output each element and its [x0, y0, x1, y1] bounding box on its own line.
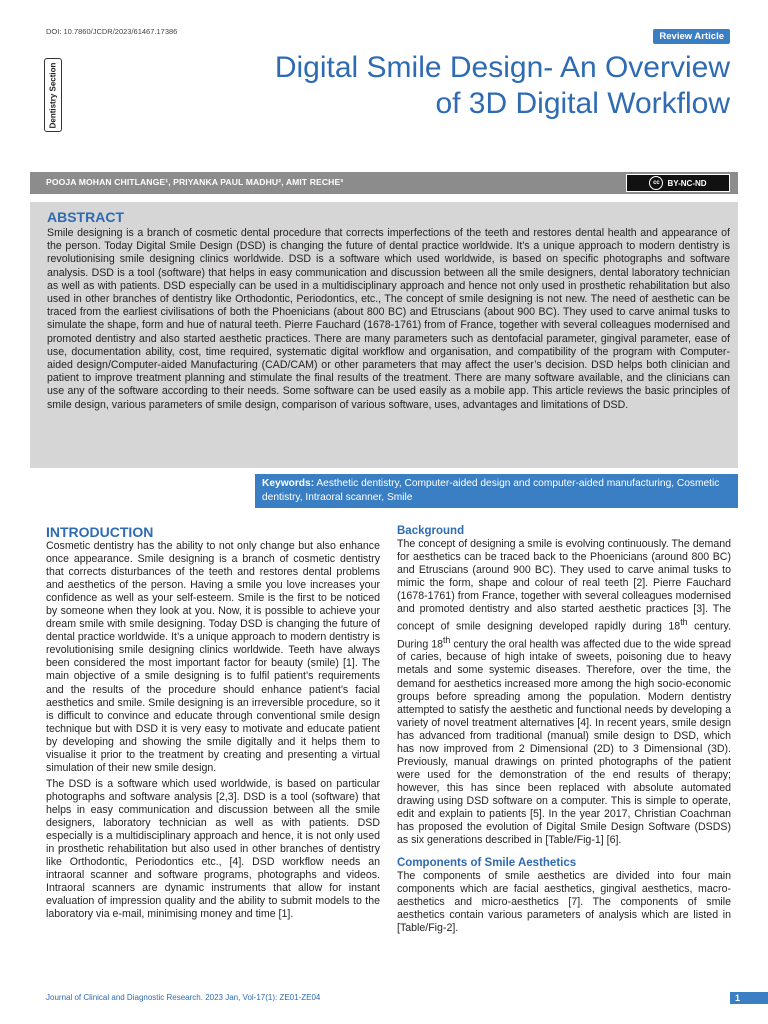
- cc-icon: cc: [649, 176, 663, 190]
- superscript-th: th: [680, 617, 688, 628]
- section-tab: [44, 58, 62, 132]
- background-heading: Background: [397, 525, 465, 537]
- introduction-heading: INTRODUCTION: [46, 524, 154, 540]
- keywords-text: [262, 477, 732, 505]
- components-paragraph: The components of smile aesthetics are divided into four main components which are facial aesthetics, gingival aesthetics, macro-aesthetics and micro-aesthetics [7]. The components of smile aesthetics contain various parameters of analysis which are listed in [Table/Fig-2].: [397, 870, 731, 935]
- components-heading: Components of Smile Aesthetics: [397, 857, 577, 870]
- keywords-label: Keywords:: [262, 478, 315, 489]
- doi-line: DOI: 10.7860/JCDR/2023/61467.17386: [46, 27, 178, 36]
- page-number: 1: [730, 992, 768, 1004]
- journal-footer: Journal of Clinical and Diagnostic Research. 2023 Jan, Vol-17(1): ZE01-ZE04: [46, 993, 321, 1002]
- introduction-paragraph-2: The DSD is a software which used worldwide, is based on particular photographs and software analysis [2,3]. DSD is a tool (software) that helps in easy communication and discussion between all the smile designers, laboratory technician as well as with patients. DSD especially is a multidisciplinary approach and hence, it is not only used in prosthetic rehabilitation but also used in other branches of dentistry like Orthodontic, Periodontics etc., [4]. DSD workflow needs an intraoral scanner and software programs, photographs and videos. Intraoral scanners are dynamic instruments that allow for instant evaluation of impression quality and the ability to submit models to the laboratory via e-mail, minimising money and time [1].: [46, 777, 380, 921]
- license-label: BY-NC-ND: [667, 178, 707, 188]
- keywords-box: [255, 474, 738, 508]
- title-line-2: of 3D Digital Workflow: [435, 87, 730, 120]
- abstract-text: Smile designing is a branch of cosmetic dental procedure that corrects imperfections of the teeth and restores dental health and appearance of the person. Today Digital Smile Design (DSD) is changing the future of dental practice worldwide. It’s a unique approach to modern dentistry is revolutionising smile designing clinics worldwide. DSD is a software which used worldwide, is based on specific photographs and software analysis. DSD is a tool (software) that helps in easy communication and discussion between all the smile designers, dental laboratory technician as well as with patients. DSD especially can be used in a multidisciplinary approach and hence not only used in prosthetic rehabilitation but also used in other branches of dentistry like Orthodontic, Periodontics, etc., The concept of smile designing is not new. The need of aesthetic can be traced from the earliest civilisations of both the Phoenicians (about 800 BC) and Etruscians (about 900 BC). They used to carve animal tusks to simulate the shape, form and hue of natural teeth. Pierre Fauchard (1678-1761) from of France, together with several colleagues modernised and promoted dentistry and also started aesthetic practices. There are many parameters such as dentofacial parameter, gingival parameter, ease of use, documentation ability, cost, time required, systematic digital workflow and organisation, and compatibility of the program with Computer-aided design/Computer-aided Manufacturing (CAD/CAM) or other parameters that may affect the user’s decision. DSD helps both clinician and patient to improve treatment planning and stimulate the final results of the treatment. There are many software available, and the clinicians can use any of the software according to their needs. Some software can be used easily as a mobile app. This article reviews the basic principles of smile design, various parameters of smile design, comparison of various software, uses, advantages and limitations of DSD.: [47, 227, 730, 411]
- background-text-a: The concept of designing a smile is evolving continuously. The demand for aesthetics can be traced back to the Phoenicians (around 800 BC) and Etruscians (around 900 BC). They used to carve animal tusks to mimic the form, shape and colour of real teeth [2]. Pierre Fauchard (1678-1761) from France, together with several colleagues modernised and promoted dentistry and also started aesthetic practices [3]. The concept of smile designing developed rapidly during 18: [397, 538, 731, 633]
- superscript-th: th: [442, 634, 451, 645]
- introduction-paragraph-1: Cosmetic dentistry has the ability to not only change but also enhance once appearance. Smile designing is a branch of cosmetic dentistry that corrects disturbances of the teeth and restores dental problems and aesthetics of the person. Having a smile you love increases your confidence as well as your self-esteem. Smile is the first to be noticed by someone when they look at you. Now, it is possible to achieve your dream smile with smile designing. Today DSD is changing the future of dental practice worldwide. It’s a unique approach to modern dentistry is revolutionising smile designing clinics worldwide. Teeth have always been considered the most important factor for beauty (smile) [1]. The main objective of a smile designing is to fulfil patient’s requirements and the results of the procedure should enhance patient’s facial aesthetics and smile. Smile designing is an irreversible procedure, so it is difficult to convince and educate through conventional smile design technique but with DSD it is very easy to motivate and educate patient by developing and showing the smile digitally and it helps them to visualise it prior to the treatment by creating and presenting a virtual simulation of their new smile design.: [46, 540, 380, 774]
- left-column: [46, 524, 380, 921]
- article-type-badge: Review Article: [653, 29, 730, 44]
- background-paragraph: [397, 538, 731, 847]
- background-text-c: century the oral health was affected due to the wide spread of caries, because of high intake of sweets, poisoning due to heavy metals and some systemic diseases. Therefore, over the time, the demand for aesthetics increased more among the high socio-economic groups before spreading among the population. Modern dentistry attempted to satisfy the aesthetic and functional needs by developing a variety of novel treatment alternatives [4]. In recent years, smile design has advanced from traditional (manual) smile design to DSD, which has now improved from 2 Dimensional (2D) to 3 Dimensional (3D). Previously, manual drawings on printed photographs of the patient were used for the demonstration of the end results of therapy; however, this has since been replaced with absolute automated drawing using DSD software on a computer. This is simple to operate, edit and explain to patients [5]. In the year 2017, Christian Coachman has proposed the evolution of Digital Smile Design Software (DSDS) as six generations described in [Table/Fig-1] [6].: [397, 638, 731, 847]
- keywords-list: Aesthetic dentistry, Computer-aided design and computer-aided manufacturing, Cosmetic dentistry, Intraoral scanner, Smile: [262, 478, 720, 503]
- authors-bar: [30, 172, 738, 194]
- title-line-1: Digital Smile Design- An Overview: [274, 51, 730, 84]
- author-list: POOJA MOHAN CHITLANGE¹, PRIYANKA PAUL MADHU², AMIT RECHE³: [46, 177, 344, 187]
- abstract-heading: ABSTRACT: [47, 209, 124, 225]
- right-column: [397, 524, 731, 935]
- abstract-box: [30, 202, 738, 468]
- license-badge[interactable]: [626, 174, 730, 192]
- background-text-b: century. During 18: [397, 620, 732, 651]
- section-label: Dentistry Section: [48, 62, 58, 128]
- article-title: [210, 50, 730, 122]
